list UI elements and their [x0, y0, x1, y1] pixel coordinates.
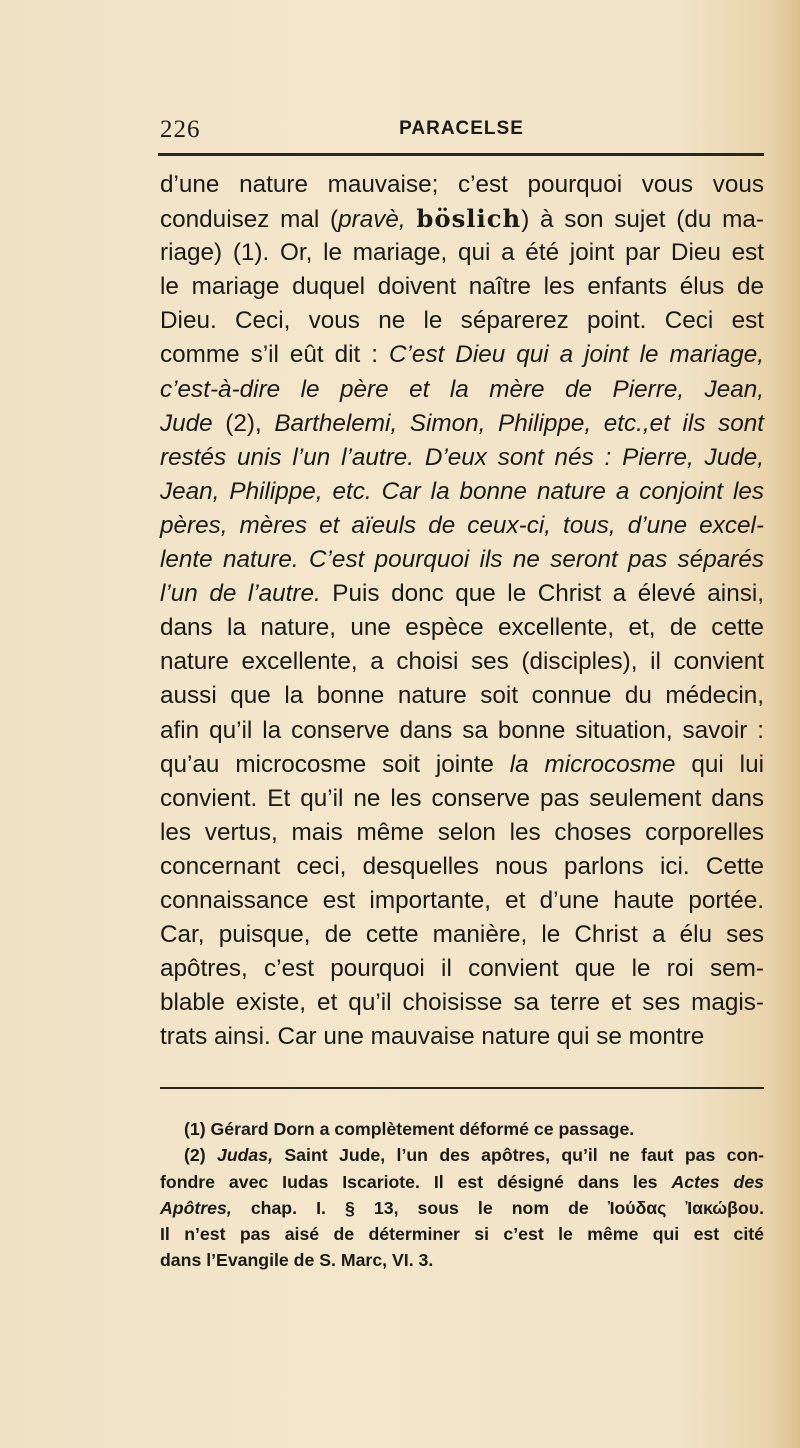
footnote-line: Il n’est pas aisé de déterminer si c’est le même qui est cité — [160, 1224, 764, 1245]
text-line: dans la nature, une espèce excellente, et, de cette — [160, 614, 764, 642]
footnote-line: (2) Judas, Saint Jude, l’un des apôtres, qu’il ne faut pas con- — [184, 1145, 765, 1166]
text-line: Jude (2), Barthelemi, Simon, Philippe, etc.,et ils sont — [160, 409, 764, 437]
footnote-line: dans l’Evangile de S. Marc, VI. 3. — [160, 1250, 434, 1271]
running-head: PARACELSE — [399, 118, 524, 139]
footnote-line: fondre avec Iudas Iscariote. Il est désigné dans les Actes des — [160, 1171, 764, 1192]
text-line: Car, puisque, de cette manière, le Christ a élu ses — [160, 921, 764, 949]
text-line: comme s’il eût dit : C’est Dieu qui a joint le mariage, — [160, 341, 765, 369]
footnote-line: Apôtres, chap. I. § 13, sous le nom de Ἰούδας Ἰακώβου. — [160, 1197, 764, 1218]
text-line: Jean, Philippe, etc. Car la bonne nature a conjoint les — [160, 477, 764, 505]
page-number: 226 — [160, 116, 201, 143]
text-line: connaissance est importante, et d’une haute portée. — [160, 886, 764, 914]
main-text — [160, 168, 764, 1054]
text-line: apôtres, c’est pourquoi il convient que le roi sem- — [160, 955, 764, 983]
text-line: nature excellente, a choisi ses (disciples), il convient — [160, 648, 764, 676]
text-line: restés unis l’un l’autre. D’eux sont nés : Pierre, Jude, — [160, 443, 764, 471]
text-line: convient. Et qu’il ne les conserve pas seulement dans — [160, 784, 764, 812]
text-line: le mariage duquel doivent naître les enfants élus de — [160, 273, 764, 301]
text-line: concernant ceci, desquelles nous parlons ici. Cette — [160, 852, 764, 880]
text-line: conduisez mal (pravè, böslich) à son sujet (du ma- — [160, 204, 764, 234]
text-line: afin qu’il la conserve dans sa bonne situation, savoir : — [160, 716, 764, 744]
text-line: riage) (1). Or, le mariage, qui a été joint par Dieu est — [160, 239, 764, 267]
footnotes — [160, 1116, 764, 1274]
text-line: c’est-à-dire le père et la mère de Pierre, Jean, — [160, 375, 764, 403]
text-line: trats ainsi. Car une mauvaise nature qui se montre — [160, 1023, 705, 1051]
text-line: Dieu. Ceci, vous ne le séparerez point. Ceci est — [160, 307, 764, 335]
text-line: les vertus, mais même selon les choses corporelles — [160, 818, 764, 846]
footnote-rule — [160, 1087, 764, 1089]
page-header — [160, 116, 763, 146]
text-line: aussi que la bonne nature soit connue du médecin, — [160, 682, 764, 710]
text-line: pères, mères et aïeuls de ceux-ci, tous, d’une excel- — [160, 511, 764, 539]
text-line: blable existe, et qu’il choisisse sa terre et ses magis- — [160, 989, 764, 1017]
header-rule — [158, 153, 764, 156]
text-line: lente nature. C’est pourquoi ils ne seront pas séparés — [160, 546, 764, 574]
footnote-line: (1) Gérard Dorn a complètement déformé ce passage. — [184, 1119, 635, 1139]
text-line: d’une nature mauvaise; c’est pourquoi vous vous — [160, 171, 764, 198]
text-line: l’un de l’autre. Puis donc que le Christ a élevé ainsi, — [160, 580, 765, 608]
text-line: qu’au microcosme soit jointe la microcosme qui lui — [160, 750, 764, 778]
